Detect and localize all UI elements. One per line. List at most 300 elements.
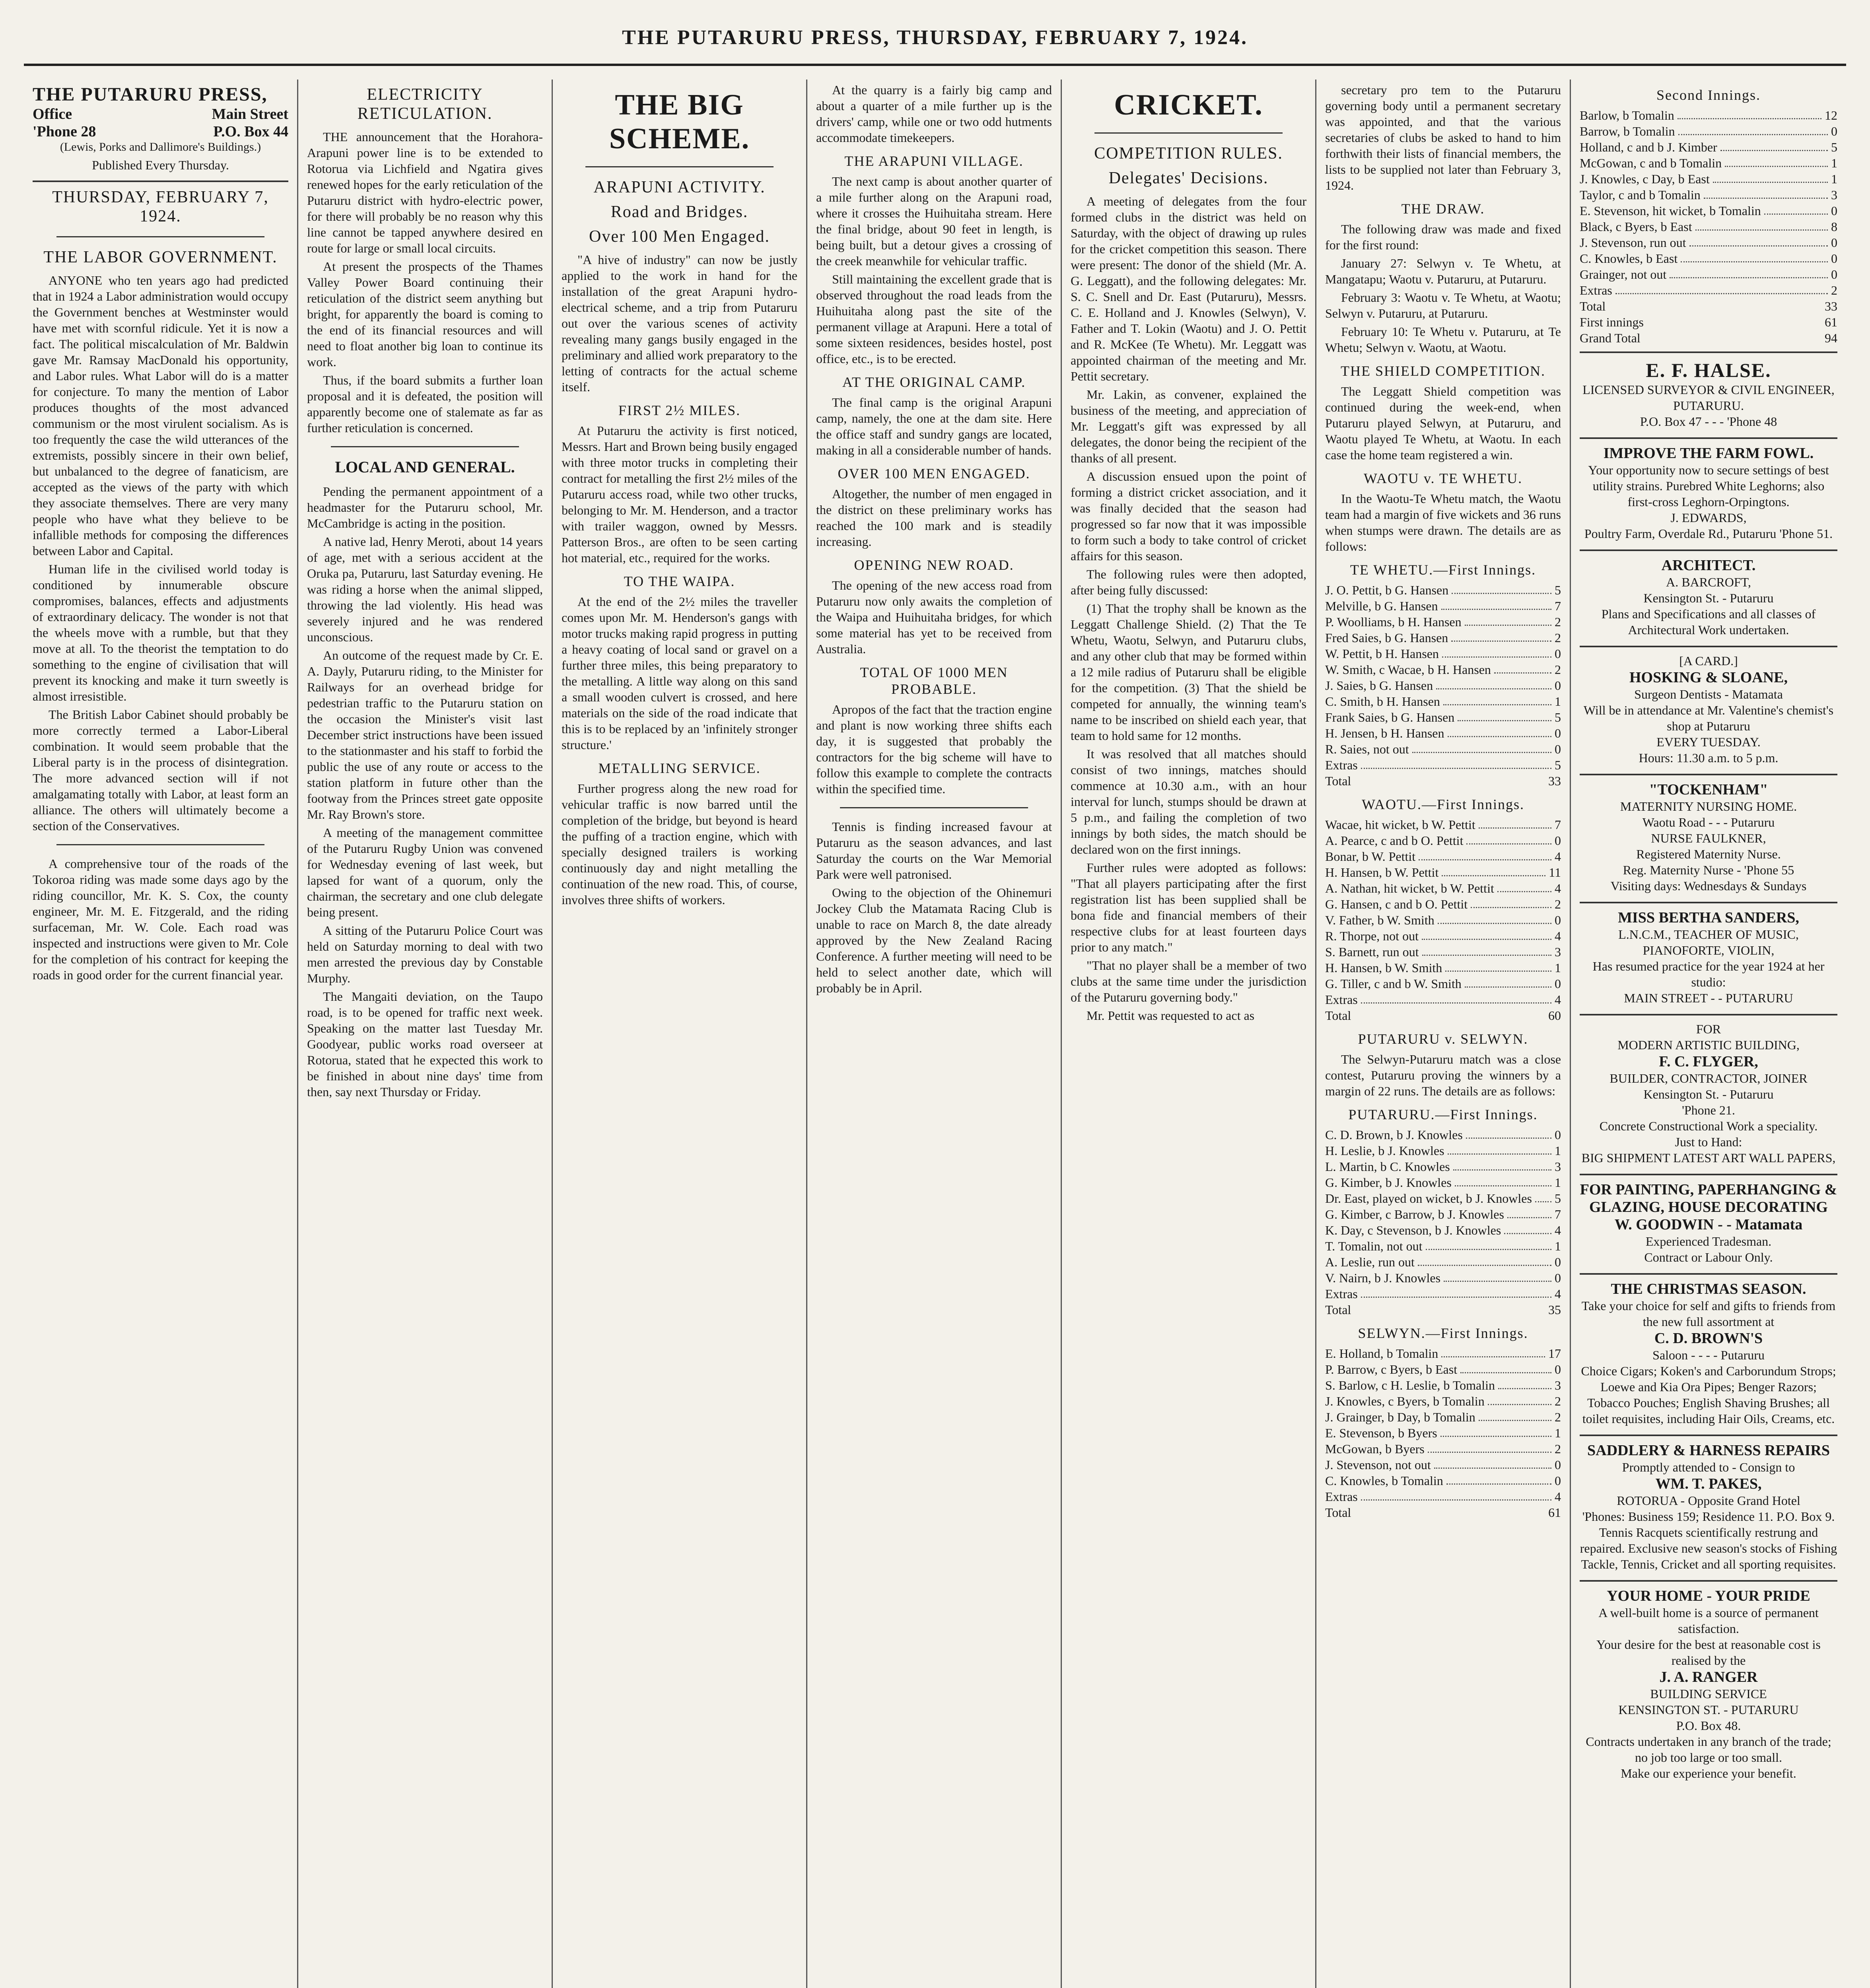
ad-title: YOUR HOME - YOUR PRIDE — [1607, 1588, 1810, 1604]
batsman: C. D. Brown, b J. Knowles — [1325, 1128, 1463, 1142]
batsman: W. Pettit, b H. Hansen — [1325, 646, 1439, 661]
article-paragraph: It was resolved that all matches should consist of two innings, matches should commence at 10.30 a.m., with an hour interval for lunch, stumps should be drawn at 5 p.m., and failing the completion of two innings by both sides, the match should be declared won on the first innings. — [1071, 747, 1306, 856]
score-row — [1580, 282, 1837, 298]
score-row — [1580, 187, 1837, 203]
section-heading: THE SHIELD COMPETITION. — [1341, 363, 1545, 379]
runs: 0 — [1555, 1458, 1561, 1472]
runs: 7 — [1555, 1207, 1561, 1221]
batsman: J. Knowles, c Day, b East — [1580, 172, 1710, 186]
column-6 — [1316, 80, 1571, 1988]
batsman: P. Barrow, c Byers, b East — [1325, 1362, 1458, 1376]
ad-christmas — [1580, 1275, 1837, 1436]
batsman: Grainger, not out — [1580, 267, 1667, 282]
article-paragraph: Further rules were adopted as follows: "That all players participating after the first registration list has been supplied shall be bona fide and financial members of their respective clubs for at least fourteen days prior to any match." — [1071, 860, 1306, 954]
batsman: J. Knowles, c Byers, b Tomalin — [1325, 1394, 1485, 1408]
ad-title: IMPROVE THE FARM FOWL. — [1603, 445, 1814, 462]
scorecard-se — [1325, 1345, 1561, 1505]
ad-title: "TOCKENHAM" — [1649, 781, 1768, 798]
article-paragraph: At present the prospects of the Thames Valley Power Board continuing their reticulation of the district seem anything but bright, for apparently the board is coming to the end of its financial resources and will need to float another big loan to continue its work. — [307, 259, 543, 369]
batsman: C. Smith, b H. Hansen — [1325, 694, 1440, 709]
article-paragraph: February 10: Te Whetu v. Putaruru, at Te Whetu; Selwyn v. Waotu, at Waotu. — [1325, 324, 1561, 355]
batsman: J. Saies, b G. Hansen — [1325, 678, 1433, 693]
runs: 8 — [1831, 219, 1837, 234]
phone-label: 'Phone 28 — [33, 123, 96, 140]
article-paragraph: A meeting of the management committee of the Putaruru Rugby Union was convened for Wednesday evening of last week, but lapsed for want of a quorum, only the chairman, the secretary and one club delegate being present. — [307, 825, 543, 919]
article-paragraph: The British Labor Cabinet should probably be more correctly termed a Labor-Liberal combination. It would seem probable that the Liberal party is in the process of disintegration. The more advanced section will if not amalgamating totally with Labor, at least form an alliance. The others will ultimately become a section of the Conservatives. — [33, 707, 288, 833]
dateline: THURSDAY, FEBRUARY 7, 1924. — [52, 188, 269, 225]
score-row — [1325, 678, 1561, 693]
score-row — [1325, 976, 1561, 992]
score-row — [1325, 833, 1561, 848]
column-1 — [24, 80, 298, 1988]
runs: 3 — [1555, 1378, 1561, 1392]
runs: 0 — [1555, 977, 1561, 991]
batsman: Taylor, c and b Tomalin — [1580, 188, 1701, 202]
office-label: Office — [33, 106, 72, 122]
score-row — [1325, 1238, 1561, 1254]
runs: 4 — [1555, 1287, 1561, 1301]
divider — [1094, 132, 1283, 134]
first-innings-row: First innings 61 — [1580, 315, 1837, 329]
ad-line: 'Phone 21. — [1682, 1103, 1735, 1117]
article-paragraph: The next camp is about another quarter of a mile further along on the Arapuni road, where it crosses the Huihuitaha stream. Here the final bridge, about 90 feet in length, is being built, but a detour gives a crossing of the creek meanwhile for vehicular traffic. — [816, 174, 1052, 268]
article-paragraph: The following draw was made and fixed for the first round: — [1325, 222, 1561, 252]
runs: 4 — [1555, 1223, 1561, 1237]
runs: 4 — [1555, 881, 1561, 895]
batsman: E. Stevenson, hit wicket, b Tomalin — [1580, 204, 1761, 218]
batsman: S. Barlow, c H. Leslie, b Tomalin — [1325, 1378, 1495, 1392]
batsman: H. Hansen, b W. Smith — [1325, 961, 1442, 975]
score-row — [1325, 1222, 1561, 1238]
score-row — [1580, 171, 1837, 187]
article-paragraph: Apropos of the fact that the traction engine and plant is now working three shifts each day, it is suggested that probably the contractors for the big scheme will have to follow this example to complete the contracts within the specified time. — [816, 702, 1052, 796]
innings-heading: TE WHETU.—First Innings. — [1350, 562, 1536, 578]
article-paragraph: A native lad, Henry Meroti, about 14 years of age, met with a serious accident at the Oruka pa, Putaruru, last Saturday evening. He was riding a horse when the animal slipped, throwing the lad violently. His head was severely injured and he was rendered unconscious. — [307, 534, 543, 644]
score-row — [1325, 992, 1561, 1008]
article-paragraph: THE announcement that the Horahora-Arapuni power line is to be extended to Rotorua via Lichfield and Ngatira gives renewed hopes for the early reticulation of the Putaruru district with hydro-electric power, for there will probably be no reason why this line cannot be tapped anywhere desired en route for large or small local circuits. — [307, 130, 543, 255]
ad-line: Has resumed practice for the year 1924 at her studio: — [1592, 959, 1825, 989]
batsman: J. Grainger, b Day, b Tomalin — [1325, 1410, 1475, 1424]
scorecard-second — [1580, 107, 1837, 298]
score-row — [1325, 1190, 1561, 1206]
batsman: McGowan, b Byers — [1325, 1442, 1425, 1456]
article-paragraph: Still maintaining the excellent grade that is observed throughout the road leads from the Huihuitaha along past the site of the permanent village at Arapuni. Here a total of some sixteen residences, besides hostel, post office, etc., is to be erected. — [816, 272, 1052, 366]
ad-ranger — [1580, 1582, 1837, 1789]
batsman: Fred Saies, b G. Hansen — [1325, 631, 1448, 645]
ad-line: J. A. RANGER — [1659, 1669, 1758, 1685]
score-row — [1325, 630, 1561, 646]
ad-line: A well-built home is a source of permanent satisfaction. — [1598, 1606, 1819, 1636]
office-row — [33, 105, 288, 123]
score-row — [1325, 912, 1561, 928]
divider — [56, 844, 264, 845]
score-row — [1580, 250, 1837, 266]
article-paragraph: "That no player shall be a member of two clubs at the same time under the jurisdiction of the Putaruru governing body." — [1071, 958, 1306, 1004]
batsman: Barlow, b Tomalin — [1580, 108, 1674, 122]
ad-architect — [1580, 551, 1837, 647]
runs: 1 — [1555, 961, 1561, 975]
ad-flyger — [1580, 1015, 1837, 1175]
batsman: E. Holland, b Tomalin — [1325, 1346, 1438, 1361]
runs: 0 — [1555, 1255, 1561, 1269]
ad-line: MODERN ARTISTIC BUILDING, — [1617, 1038, 1800, 1052]
batsman: Dr. East, played on wicket, b J. Knowles — [1325, 1191, 1532, 1206]
section-heading: OPENING NEW ROAD. — [854, 557, 1014, 573]
batsman: Barrow, b Tomalin — [1580, 124, 1675, 138]
batsman: P. Woolliams, b H. Hansen — [1325, 615, 1462, 629]
section-heading: FIRST 2½ MILES. — [618, 402, 741, 418]
press-box — [33, 80, 288, 182]
article-paragraph: Mr. Pettit was requested to act as — [1087, 1008, 1255, 1023]
ad-line: Tennis Racquets scientifically restrung and repaired. Exclusive new season's stocks of Fishing Tackle, Tennis, Cricket and all sporting requisites. — [1580, 1525, 1837, 1571]
batsman: Wacae, hit wicket, b W. Pettit — [1325, 817, 1475, 832]
section-heading: AT THE ORIGINAL CAMP. — [842, 374, 1026, 390]
runs: 2 — [1555, 1394, 1561, 1408]
batsman: G. Hansen, c and b O. Pettit — [1325, 897, 1468, 911]
score-row — [1325, 817, 1561, 833]
section-heading: TOTAL OF 1000 MEN PROBABLE. — [860, 664, 1008, 697]
score-row — [1580, 235, 1837, 250]
ad-line: MAIN STREET - - PUTARURU — [1624, 991, 1793, 1005]
runs: 2 — [1831, 283, 1837, 297]
ad-line: Saloon - - - - Putaruru — [1652, 1348, 1765, 1362]
batsman: Black, c Byers, b East — [1580, 219, 1692, 234]
ad-line: Hours: 11.30 a.m. to 5 p.m. — [1639, 751, 1779, 765]
divider — [585, 166, 774, 167]
batsman: Holland, c and b J. Kimber — [1580, 140, 1717, 154]
batsman: McGowan, c and b Tomalin — [1580, 156, 1722, 170]
ad-line: BIG SHIPMENT LATEST ART WALL PAPERS, — [1581, 1151, 1836, 1165]
score-row — [1325, 1254, 1561, 1270]
runs: 0 — [1555, 1128, 1561, 1142]
article-title: THE BIG SCHEME. — [609, 89, 750, 155]
section-heading: WAOTU v. TE WHETU. — [1363, 470, 1523, 486]
article-paragraph: January 27: Selwyn v. Te Whetu, at Mangatapu; Waotu v. Putaruru, at Putaruru. — [1325, 256, 1561, 286]
runs: 1 — [1831, 156, 1837, 170]
score-row — [1580, 155, 1837, 171]
ad-line: FOR — [1696, 1022, 1721, 1036]
runs: 2 — [1555, 897, 1561, 911]
ad-line: Contracts undertaken in any branch of the trade; no job too large or too small. — [1586, 1734, 1831, 1765]
section-heading: PUTARURU v. SELWYN. — [1358, 1031, 1528, 1047]
ad-title: SADDLERY & HARNESS REPAIRS — [1587, 1442, 1830, 1459]
section-heading: THE ARAPUNI VILLAGE. — [844, 153, 1024, 169]
scorecard-tw1 — [1325, 582, 1561, 773]
score-row — [1325, 662, 1561, 678]
runs: 3 — [1831, 188, 1837, 202]
batsman: Frank Saies, b G. Hansen — [1325, 710, 1455, 724]
grand-total-row: Grand Total 94 — [1580, 330, 1837, 353]
ad-fowl — [1580, 439, 1837, 551]
ad-dentists — [1580, 647, 1837, 775]
subheading: Road and Bridges. — [610, 203, 748, 221]
article-paragraph: Altogether, the number of men engaged in the district on these preliminary works has reached the 100 mark and is steadily increasing. — [816, 487, 1052, 549]
score-row — [1580, 139, 1837, 155]
phone-value: P.O. Box 44 — [213, 123, 288, 140]
article-paragraph: Pending the permanent appointment of a headmaster for the Putaruru school, Mr. McCambridge is acting in the position. — [307, 484, 543, 530]
runs: 2 — [1555, 662, 1561, 677]
runs: 5 — [1555, 583, 1561, 597]
runs: 0 — [1555, 1474, 1561, 1488]
ad-line: Make our experience your benefit. — [1621, 1766, 1796, 1780]
runs: 0 — [1831, 251, 1837, 266]
innings-total: Total 61 — [1325, 1505, 1561, 1520]
ad-line: Kensington St. - Putaruru — [1643, 1087, 1774, 1101]
runs: 0 — [1831, 235, 1837, 250]
article-paragraph: The Selwyn-Putaruru match was a close contest, Putaruru proving the winners by a margin of 22 runs. The details are as follows: — [1325, 1052, 1561, 1098]
score-row — [1580, 107, 1837, 123]
column-7 — [1571, 80, 1846, 1988]
ad-title: MISS BERTHA SANDERS, — [1618, 909, 1799, 926]
runs: 0 — [1831, 124, 1837, 138]
phone-row — [33, 123, 288, 140]
ad-line: Choice Cigars; Koken's and Carborundum Strops; Loewe and Kia Ora Pipes; Benger Razors; Tobacco Pouches; English Shaving Brushes; all toilet requisites, including Hair Oils, Creams, etc. — [1581, 1364, 1836, 1426]
article-paragraph: Owing to the objection of the Ohinemuri Jockey Club the Matamata Racing Club is unable to race on March 8, the date already approved by the New Zealand Racing Conference. A further meeting will need to be held to select another date, which will probably be in April. — [816, 885, 1052, 995]
innings-total: Total 60 — [1325, 1008, 1561, 1023]
article-paragraph: A sitting of the Putaruru Police Court was held on Saturday morning to deal with two men arrested the previous day by Constable Murphy. — [307, 923, 543, 985]
runs: 3 — [1555, 1159, 1561, 1174]
runs: 5 — [1831, 140, 1837, 154]
article-paragraph: The following rules were then adopted, after being fully discussed: — [1071, 567, 1306, 597]
column-5 — [1062, 80, 1316, 1988]
score-row — [1325, 1425, 1561, 1441]
score-row — [1325, 598, 1561, 614]
runs: 0 — [1555, 1271, 1561, 1285]
runs: 2 — [1555, 631, 1561, 645]
batsman: J. Stevenson, not out — [1325, 1458, 1431, 1472]
runs: 5 — [1555, 758, 1561, 772]
ad-line: C. D. BROWN'S — [1654, 1330, 1763, 1347]
office-value: Main Street — [212, 106, 288, 122]
masthead: THE PUTARURU PRESS, THURSDAY, FEBRUARY 7, 1924. — [24, 16, 1846, 66]
article-paragraph: Thus, if the board submits a further loan proposal and it is defeated, the position will apparently become one of stalemate as far as further reticulation is concerned. — [307, 373, 543, 435]
column-4 — [807, 80, 1062, 1988]
article-paragraph: Mr. Lakin, as convener, explained the business of the meeting, and appreciation of Mr. Leggatt's gift was expressed by all delegates, the donor being the recipient of the thanks of all present. — [1071, 387, 1306, 465]
innings-heading: SELWYN.—First Innings. — [1358, 1325, 1528, 1341]
score-row — [1325, 1361, 1561, 1377]
ad-line: [A CARD.] — [1679, 654, 1738, 668]
ad-line: Your desire for the best at reasonable cost is realised by the — [1596, 1637, 1821, 1668]
article-paragraph: An outcome of the request made by Cr. E. A. Dayly, Putaruru riding, to the Minister for Railways for an overhead bridge for pedestrian traffic to the Putaruru station on the occasion the Minister's visit last December strict instructions have been issued to the stationmaster and his staff to forbid the public the use of any route or access to the station platform in future other than the footway from the Princes street gate opposite Mr. Ray Brown's store. — [307, 648, 543, 821]
runs: 1 — [1555, 1239, 1561, 1253]
runs: 7 — [1555, 817, 1561, 832]
batsman: E. Stevenson, b Byers — [1325, 1426, 1437, 1440]
innings-total: Total 33 — [1325, 774, 1561, 788]
ad-line: P.O. Box 48. — [1676, 1718, 1741, 1733]
section-heading: METALLING SERVICE. — [598, 760, 761, 776]
subheading: Over 100 Men Engaged. — [589, 227, 770, 246]
ad-line: J. EDWARDS, — [1670, 511, 1747, 525]
batsman: Bonar, b W. Pettit — [1325, 849, 1416, 864]
batsman: S. Barnett, run out — [1325, 945, 1419, 959]
innings-heading: Second Innings. — [1656, 87, 1761, 103]
runs: 17 — [1548, 1346, 1561, 1361]
score-row — [1325, 741, 1561, 757]
ad-line: PUTARURU. — [1673, 398, 1744, 413]
ad-line: WM. T. PAKES, — [1655, 1475, 1762, 1492]
score-row — [1580, 123, 1837, 139]
ad-line: Take your choice for self and gifts to friends from the new full assortment at — [1581, 1299, 1836, 1329]
batsman: K. Day, c Stevenson, b J. Knowles — [1325, 1223, 1501, 1237]
batsman: Extras — [1580, 283, 1612, 297]
runs: 4 — [1555, 1489, 1561, 1504]
ad-line: Poultry Farm, Overdale Rd., Putaruru 'Phone 51. — [1584, 526, 1833, 541]
score-row — [1325, 1345, 1561, 1361]
batsman: H. Jensen, b H. Hansen — [1325, 726, 1444, 740]
section-heading: TO THE WAIPA. — [624, 573, 735, 589]
score-row — [1325, 1489, 1561, 1505]
ad-title: E. F. HALSE. — [1646, 359, 1771, 381]
ad-line: Visiting days: Wednesdays & Sundays — [1610, 879, 1807, 893]
article-paragraph: In the Waotu-Te Whetu match, the Waotu team had a margin of five wickets and 36 runs when stumps were drawn. The details are as follows: — [1325, 491, 1561, 553]
score-row — [1580, 266, 1837, 282]
batsman: G. Tiller, c and b W. Smith — [1325, 977, 1462, 991]
article-title: LOCAL AND GENERAL. — [335, 458, 515, 476]
ad-line: Surgeon Dentists - Matamata — [1634, 687, 1783, 701]
article-paragraph: The final camp is the original Arapuni camp, namely, the one at the dam site. Here the office staff and sundry gangs are located, making in all a considerable number of hands. — [816, 395, 1052, 457]
score-row — [1325, 896, 1561, 912]
section-heading: OVER 100 MEN ENGAGED. — [838, 466, 1030, 481]
runs: 5 — [1555, 1191, 1561, 1206]
score-row — [1325, 1143, 1561, 1159]
article-paragraph: At Putaruru the activity is first noticed, Messrs. Hart and Brown being busily engaged with three motor trucks in completing their contract for metalling the first 2½ miles of the Putaruru access road, while two other trucks, belonging to Mr. M. Henderson, and a tractor with trailer waggon, owned by Messrs. Patterson Bros., are often to be seen carting hot material, etc., required for the works. — [562, 423, 797, 565]
article-paragraph: (1) That the trophy shall be known as the Leggatt Challenge Shield. (2) That the Te Whetu, Waotu, Selwyn, and Putaruru clubs, and any other club that may be formed within a 12 mile radius of Putaruru shall be eligible for the competition. (3) That the shield be competed for annually, the winning team's name to be inscribed on shield each year, that team to hold same for 12 months. — [1071, 601, 1306, 743]
score-row — [1325, 1441, 1561, 1457]
ad-halse — [1580, 353, 1837, 439]
article-paragraph: ANYONE who ten years ago had predicted that in 1924 a Labor administration would occupy the Government benches at Westminster would have met with scornful ridicule. Yet it is now a fact. The political miscalculation of Mr. Baldwin gave Mr. Ramsay MacDonald his opportunity, and Labor rules. What Labor will do is a matter for conjecture. To many the mention of Labor produces thoughts of the most advanced communism or the most virulent socialism. As is too frequently the case the wild utterances of the extremists, possibly sincere in their own belief, but unbalanced to the degree of fanaticism, are accepted as the views of the party with which they associate themselves. There are very many people who have what they believe to be infallible methods for composing the differences between Labor and Capital. — [33, 273, 288, 558]
ad-line: Plans and Specifications and all classes of Architectural Work undertaken. — [1601, 607, 1816, 637]
batsman: W. Smith, c Wacae, b H. Hansen — [1325, 662, 1491, 677]
batsman: G. Kimber, b J. Knowles — [1325, 1175, 1452, 1190]
score-row — [1325, 1393, 1561, 1409]
score-row — [1325, 1175, 1561, 1190]
ad-line: Will be in attendance at Mr. Valentine's chemist's shop at Putaruru — [1583, 703, 1834, 733]
batsman: V. Nairn, b J. Knowles — [1325, 1271, 1441, 1285]
article-paragraph: February 3: Waotu v. Te Whetu, at Waotu; Selwyn v. Putaruru, at Putaruru. — [1325, 290, 1561, 320]
batsman: Extras — [1325, 992, 1358, 1007]
ad-line: BUILDING SERVICE — [1650, 1687, 1767, 1701]
batsman: H. Leslie, b J. Knowles — [1325, 1143, 1444, 1158]
article-paragraph: Further progress along the new road for vehicular traffic is now barred until the completion of the bridge, but beyond is heard the puffing of a traction engine, which with specially designed trailers is working continuously day and night metalling the continuation of the new road. This, of course, involves three shifts of workers. — [562, 781, 797, 907]
score-row — [1325, 864, 1561, 880]
batsman: C. Knowles, b Tomalin — [1325, 1474, 1443, 1488]
score-row — [1325, 1377, 1561, 1393]
runs: 0 — [1555, 913, 1561, 927]
column-3 — [553, 80, 807, 1988]
batsman: G. Kimber, c Barrow, b J. Knowles — [1325, 1207, 1504, 1221]
ad-line: Kensington St. - Putaruru — [1643, 591, 1774, 605]
section-heading: THE DRAW. — [1401, 201, 1485, 217]
total-row: Total 33 — [1580, 299, 1837, 313]
article-paragraph: At the quarry is a fairly big camp and about a quarter of a mile further up is the drivers' camp, while one or two odd hutments accommodate timekeepers. — [816, 83, 1052, 145]
batsman: R. Saies, not out — [1325, 742, 1409, 756]
runs: 2 — [1555, 1442, 1561, 1456]
score-row — [1325, 1270, 1561, 1286]
ad-line: Reg. Maternity Nurse - 'Phone 55 — [1623, 863, 1794, 877]
ad-line: KENSINGTON ST. - PUTARURU — [1618, 1703, 1799, 1717]
runs: 0 — [1555, 726, 1561, 740]
article-title: ELECTRICITY RETICULATION. — [357, 85, 493, 123]
score-row — [1580, 219, 1837, 235]
runs: 0 — [1555, 1362, 1561, 1376]
batsman: Melville, b G. Hansen — [1325, 599, 1438, 613]
score-row — [1325, 1206, 1561, 1222]
batsman: C. Knowles, b East — [1580, 251, 1678, 266]
ad-line: Your opportunity now to secure settings of best utility strains. Purebred White Leghorns; also first-cross Leghorn-Orpingtons. — [1588, 463, 1829, 509]
ad-line: Promptly attended to - Consign to — [1622, 1460, 1795, 1474]
published: Published Every Thursday. — [92, 158, 229, 172]
runs: 5 — [1555, 710, 1561, 724]
article-paragraph: The Mangaiti deviation, on the Taupo road, is to be opened for traffic next week. Speaking on the matter last Tuesday Mr. Goodyear, public works road overseer at Rotorua, stated that he expected this work to be finished in about nine days' time from then, say next Thursday or Friday. — [307, 989, 543, 1099]
ad-saddlery — [1580, 1436, 1837, 1582]
ad-line: ROTORUA - Opposite Grand Hotel — [1617, 1493, 1800, 1508]
ad-line: P.O. Box 47 - - - 'Phone 48 — [1640, 414, 1777, 429]
runs: 1 — [1555, 1426, 1561, 1440]
article-paragraph: A meeting of delegates from the four formed clubs in the district was held on Saturday, with the object of drawing up rules for the cricket competition this season. There were present: The donor of the shield (Mr. A. G. Leggatt), and the following delegates: Mr. S. C. Snell and Dr. East (Putaruru), Messrs. C. E. Holland and J. Knowles (Selwyn), V. Father and T. Lokin (Waotu) and J. O. Pettit and R. McKee (Te Whetu). Mr. Leggatt was appointed chairman of the meeting and Mr. Pettit secretary. — [1071, 194, 1306, 383]
ad-line: Experienced Tradesman. — [1645, 1234, 1772, 1248]
innings-total: Total 35 — [1325, 1303, 1561, 1317]
batsman: A. Pearce, c and b O. Pettit — [1325, 833, 1464, 848]
runs: 0 — [1555, 833, 1561, 848]
ad-sanders — [1580, 903, 1837, 1015]
column-2 — [298, 80, 553, 1988]
score-row — [1325, 614, 1561, 630]
article-paragraph: Human life in the civilised world today is conditioned by innumerable obscure compromises, balances, effects and adjustments of extraordinary delicacy. The wonder is not that the wheels move with a rumble, but that they move at all. To the theorist the temptation to do something to the engine of civilisation that will prevent its knocking and make it turn sweetly is almost irresistible. — [33, 562, 288, 703]
scorecard-pu — [1325, 1127, 1561, 1302]
ad-line: L.N.C.M., TEACHER OF MUSIC, PIANOFORTE, VIOLIN, — [1618, 927, 1799, 957]
article-paragraph: A comprehensive tour of the roads of the Tokoroa riding was made some days ago by the riding councillor, Mr. K. S. Cox, the county engineer, Mr. M. E. Fitzgerald, and the riding surfaceman, Mr. W. Cole. Each road was inspected and instructions were given to Mr. Cole for the completion of his contract for keeping the roads in good order for the current financial year. — [33, 856, 288, 982]
ad-title: THE CHRISTMAS SEASON. — [1611, 1281, 1806, 1297]
runs: 0 — [1555, 742, 1561, 756]
divider — [56, 236, 264, 237]
ad-line: W. GOODWIN - - Matamata — [1614, 1216, 1803, 1233]
batsman: J. O. Pettit, b G. Hansen — [1325, 583, 1449, 597]
subheading: Delegates' Decisions. — [1108, 169, 1269, 187]
ad-tockenham — [1580, 775, 1837, 903]
article-paragraph: The opening of the new access road from Putaruru now only awaits the completion of the Waipa and Huihuitaha bridges, for which some material has yet to be received from Australia. — [816, 578, 1052, 656]
score-row — [1325, 582, 1561, 598]
batsman: L. Martin, b C. Knowles — [1325, 1159, 1450, 1174]
ad-line: Concrete Constructional Work a speciality. — [1599, 1119, 1818, 1133]
runs: 4 — [1555, 849, 1561, 864]
runs: 0 — [1831, 204, 1837, 218]
article-paragraph: Tennis is finding increased favour at Putaruru as the season advances, and last Saturday the courts on the War Memorial Park were well patronised. — [816, 819, 1052, 881]
innings-heading: WAOTU.—First Innings. — [1362, 796, 1524, 812]
score-row — [1325, 880, 1561, 896]
runs: 3 — [1555, 945, 1561, 959]
article-paragraph: "A hive of industry" can now be justly applied to the work in hand for the installation of the great Arapuni hydro-electrical scheme, and a trip from Putaruru out over the various scenes of activity revealing many gangs busily engaged in the preliminary and allied work preparatory to the letting of contracts for the actual scheme itself. — [562, 252, 797, 394]
score-row — [1325, 1127, 1561, 1143]
divider — [840, 807, 1028, 808]
score-row — [1325, 1457, 1561, 1473]
score-row — [1325, 944, 1561, 960]
batsman: J. Stevenson, run out — [1580, 235, 1686, 250]
runs: 12 — [1825, 108, 1837, 122]
batsman: Extras — [1325, 1287, 1358, 1301]
score-row — [1580, 203, 1837, 219]
runs: 2 — [1555, 1410, 1561, 1424]
score-row — [1325, 693, 1561, 709]
ad-line: MATERNITY NURSING HOME. — [1620, 799, 1797, 813]
ad-line: Waotu Road - - - Putaruru — [1642, 815, 1775, 829]
ad-title: F. C. FLYGER, — [1659, 1053, 1758, 1070]
subheading: ARAPUNI ACTIVITY. — [593, 178, 766, 196]
ad-goodwin — [1580, 1175, 1837, 1275]
batsman: T. Tomalin, not out — [1325, 1239, 1423, 1253]
batsman: Extras — [1325, 758, 1358, 772]
score-row — [1325, 1409, 1561, 1425]
article-paragraph: A discussion ensued upon the point of forming a district cricket association, and it was finally decided that the season had progressed so far now that it was impossible to form such a body to take control of cricket affairs for this season. — [1071, 469, 1306, 563]
